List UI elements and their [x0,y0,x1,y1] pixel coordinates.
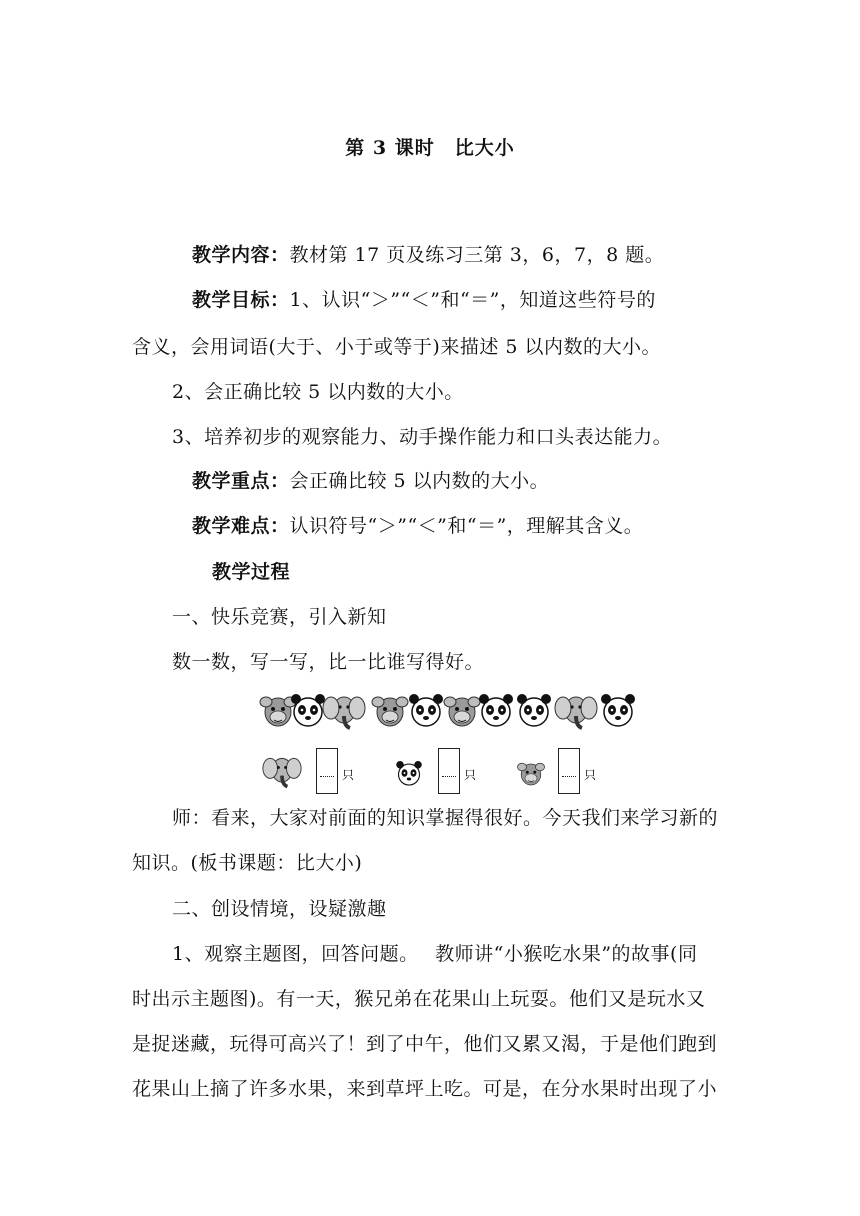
panda-icon [479,694,513,726]
goals-line2: 含义，会用词语(大于、小于或等于)来描述 5 以内数的大小。 [132,336,661,358]
answer-box[interactable] [438,748,460,794]
goals-label: 教学目标： [192,289,290,311]
section2-line2: 时出示主题图)。有一天，猴兄弟在花果山上玩耍。他们又是玩水又 [132,988,706,1010]
count-row [262,748,622,796]
teacher-line1: 师：看来，大家对前面的知识掌握得很好。今天我们来学习新的 [172,807,719,829]
answer-box[interactable] [316,748,338,794]
difficulty-label: 教学难点： [192,515,290,537]
goals-item-3: 3、培养初步的观察能力、动手操作能力和口头表达能力。 [172,426,673,448]
process-heading: 教学过程 [212,561,291,583]
difficulty-paragraph [192,514,792,538]
content-label: 教学内容： [192,244,290,266]
section1-prompt: 数一数，写一写，比一比谁写得好。 [172,651,485,673]
difficulty-text: 认识符号“＞”“＜”和“＝”，理解其含义。 [289,515,644,537]
unit-label: 只 [584,768,597,782]
teacher-line2: 知识。(板书课题：比大小) [132,852,363,874]
unit-label: 只 [342,768,355,782]
elephant-icon [323,697,365,728]
unit-label: 只 [464,768,477,782]
animal-sequence [258,688,638,732]
section1-heading: 一、快乐竞赛，引入新知 [172,606,387,628]
goals-paragraph [192,288,792,312]
goals-line1: 1、认识“＞”“＜”和“＝”，知道这些符号的 [289,289,656,311]
section2-line4: 花果山上摘了许多水果，来到草坪上吃。可是，在分水果时出现了小 [132,1078,718,1100]
answer-box[interactable] [558,748,580,794]
panda-icon [517,694,551,726]
content-text: 教材第 17 页及练习三第 3，6，7，8 题。 [289,244,665,266]
key-point-paragraph [192,469,792,493]
lesson-title: 第 3 课时 比大小 [345,137,515,159]
goals-item-2: 2、会正确比较 5 以内数的大小。 [172,381,464,403]
monkey-icon [260,697,296,726]
elephant-icon [555,697,597,728]
elephant-icon [262,752,302,792]
panda-icon [409,694,443,726]
monkey-icon [372,697,408,726]
key-point-text: 会正确比较 5 以内数的大小。 [289,470,550,492]
section2-heading: 二、创设情境，设疑激趣 [172,898,387,920]
monkey-icon [516,758,546,788]
monkey-icon [444,697,480,726]
section2-line1: 1、观察主题图，回答问题。 教师讲“小猴吃水果”的故事(同 [172,943,698,965]
key-point-label: 教学重点： [192,470,290,492]
panda-icon [394,758,424,788]
panda-icon [601,694,635,726]
section2-line3: 是捉迷藏，玩得可高兴了！到了中午，他们又累又渴，于是他们跑到 [132,1033,718,1055]
content-paragraph [192,243,792,267]
panda-icon [291,694,325,726]
